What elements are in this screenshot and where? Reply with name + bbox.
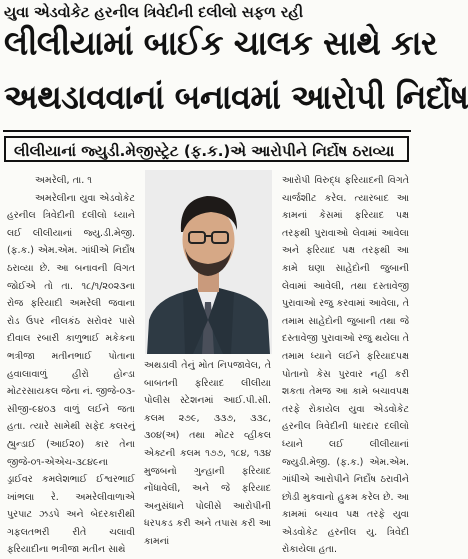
article-column-3 xyxy=(282,172,409,556)
person-photo-graphic xyxy=(145,170,272,354)
sub-headline: લીલીયાનાં જ્યુડી.મેજીસ્ટ્રેટ (ફ.ક.)એ આરોપીને નિર્દોષ ઠરાવ્યા xyxy=(4,136,409,162)
column-3-text: આરોપી વિરુદ્ધ ફરિયાદની વિગતે ચાર્જશીટ કરેલ. ત્યારબાદ આ કામનાં કેસમાં ફરિયાદ પક્ષ તરફથી પુરાવાઓ લેવામાં આવેલા અને ફરિયાદ પક્ષ તરફથી આ કામે ઘણા સાહેદોની જુબાની લેવામાં આવેલી, તથા દસ્તાવેજી પુરાવાઓ રજુ કરવામાં આવેલા, તે તમામ સાહેદોની જુબાની તથા જે દસ્તાવેજી પુરાવાઓ રજુ થયેલા તે તમામ ધ્યાને લઈને ફરિયાદપક્ષ પોતાનો કેસ પુરવાર નહી કરી શકતા તેમજ આ કામે બચાવપક્ષ તરફે રોકાયેલ યુવા એડવોકેટ હરનીલ ત્રિવેદીની ધારદાર દલીલો ધ્યાને લઈ લીલીયાનાં જ્યુડી.મેજી. (ફ.ક.) એમ.એમ. ગાંધીએ આરોપીને નિર્દોષ ઠરાવીને છોડી મુકવાનો હુકમ કરેલ છે. આ કામમાં બચાવ પક્ષ તરફે યુવા એડવોકેટ હરનીલ યુ. ત્રિવેદી રોકાયેલા હતા. xyxy=(282,175,409,556)
advocate-portrait-photo xyxy=(145,170,272,354)
headline-divider xyxy=(3,130,411,132)
article-column-2 xyxy=(144,357,271,547)
article-column-1 xyxy=(7,172,135,556)
column-1-text: અમરેલીના યુવા એડવોકેટ હરનીલ ત્રિવેદીની દલીલો ધ્યાને લઈ લીલીયાનાં જ્યુ.ડી.મેજી. (ફ.ક.) એમ.એમ. ગાંધીએ નિર્દોષ ઠરાવ્યા છે. આ બનાવની વિગત જોઈએ તો તા. ૧૮/૧/૨૦૨૩ના રોજ ફરિયાદી અમરેલી જવાના રોડ ઉપર નીલકંઠ સરોવર પાસે દીવાલ રબારી કાળુભાઈ મકેકના ભત્રીજા મતીનભાઈ પોતાના હવાલાવાળું હીરો હોન્ડા મોટરસાયકલ જેના નં. જીજે-૦૩-સીજી-૯૪૦૩ વાળું લઈને જતા હતા. ત્યારે સામેથી સફેદ કલરનું હ્યુન્ડાઈ (આઈ૨૦) કાર તેના જીજે-૦૧-એએચ-૩૮૪૯ના ડ્રાઈવર કમલેશભાઈ ઈશ્વરભાઈ ખાંભલા રે. અમરેલીવાળાએ પુરપાટ ઝડપે અને બેદરકારીથી ગફલતભરી રીતે ચલાવી ફરિયાદીના ભત્રીજા મતીન સાથે xyxy=(7,192,135,556)
article-kicker: યુવા એડવોકેટ હરનીલ ત્રિવેદીની દલીલો સફળ રહી xyxy=(4,3,304,21)
column-2-text: અથડાવી તેનું મોત નિપજાવેલ, તે બાબતની ફરિયાદ લીલીયા પોલીસ સ્ટેશનમાં આઈ.પી.સી. કલમ ૨૭૯, ૩૩૭, ૩૩૮, ૩૦૪(અ) તથા મોટર વ્હીકલ એક્ટની કલમ ૧૭૭, ૧૮૪, ૧૩૪ મુજબનો ગુન્હાની ફરિયાદ નોંધાવેલી, અને જે ફરિયાદ અનુસંધાને પોલીસે આરોપીની ધરપકડ કરી અને તપાસ કરી આ કામનાં xyxy=(144,360,271,547)
headline-line-2: અથડાવવાનાં બનાવમાં આરોપી નિર્દોષ xyxy=(4,77,468,117)
headline-line-1: લીલીયામાં બાઈક ચાલક સાથે કાર xyxy=(4,23,438,63)
dateline: અમરેલી, તા. ૧ xyxy=(35,175,92,186)
